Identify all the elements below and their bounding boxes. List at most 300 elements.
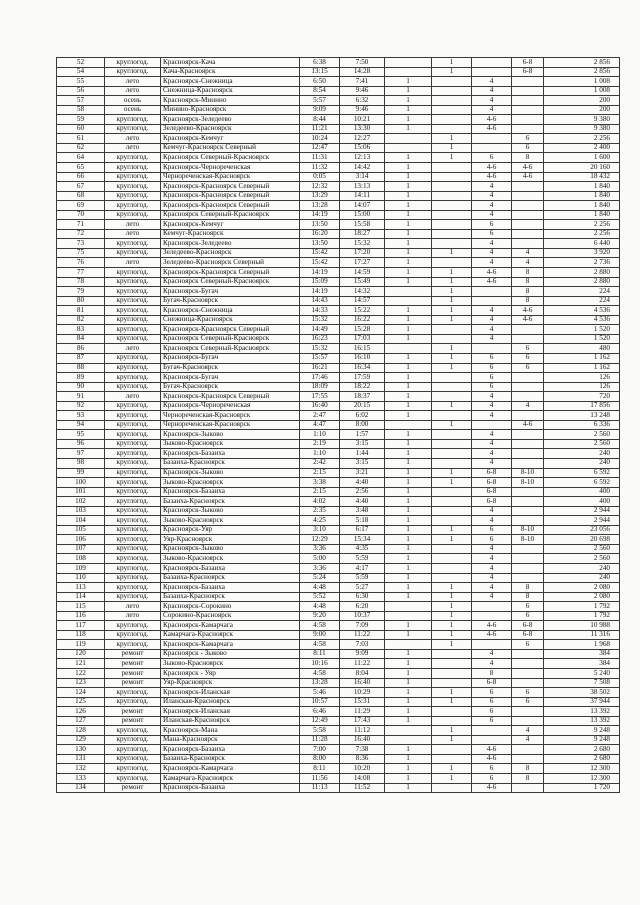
cars-a-cell: 6-8 xyxy=(472,678,512,688)
cars-a-cell: 4 xyxy=(472,191,512,201)
cars-b-cell xyxy=(512,449,544,459)
km-total-cell: 480 xyxy=(544,344,620,354)
route-name-cell: Красноярск-Кемчуг xyxy=(161,220,300,230)
table-row xyxy=(57,573,620,583)
table-row xyxy=(57,363,620,373)
route-name-cell: Уяр-Красноярск xyxy=(161,678,300,688)
departure-time-cell: 16:21 xyxy=(300,363,340,373)
table-row xyxy=(57,583,620,593)
route-name-cell: Красноярск Северный-Красноярск xyxy=(161,210,300,220)
flag-a-cell xyxy=(385,296,432,306)
route-number-cell: 99 xyxy=(57,468,105,478)
arrival-time-cell: 5:59 xyxy=(340,554,385,564)
season-cell: ремонт xyxy=(105,669,161,679)
flag-b-cell: 1 xyxy=(432,287,472,297)
cars-a-cell: 4-6 xyxy=(472,172,512,182)
arrival-time-cell: 15:32 xyxy=(340,239,385,249)
season-cell: ремонт xyxy=(105,678,161,688)
route-name-cell: Красноярск-Красноярск Северный xyxy=(161,201,300,211)
arrival-time-cell: 20:15 xyxy=(340,401,385,411)
table-row xyxy=(57,77,620,87)
table-row xyxy=(57,630,620,640)
arrival-time-cell: 16:34 xyxy=(340,363,385,373)
flag-a-cell: 1 xyxy=(385,468,432,478)
route-number-cell: 61 xyxy=(57,134,105,144)
flag-a-cell: 1 xyxy=(385,745,432,755)
route-number-cell: 69 xyxy=(57,201,105,211)
route-number-cell: 75 xyxy=(57,248,105,258)
route-name-cell: Красноярск-Красноярск Северный xyxy=(161,268,300,278)
route-number-cell: 116 xyxy=(57,611,105,621)
flag-a-cell xyxy=(385,67,432,77)
route-number-cell: 90 xyxy=(57,382,105,392)
flag-a-cell: 1 xyxy=(385,191,432,201)
flag-b-cell xyxy=(432,678,472,688)
table-row xyxy=(57,430,620,440)
km-total-cell: 384 xyxy=(544,649,620,659)
flag-b-cell xyxy=(432,439,472,449)
route-name-cell: Уяр-Красноярск xyxy=(161,535,300,545)
cars-b-cell: 8 xyxy=(512,296,544,306)
flag-b-cell xyxy=(432,411,472,421)
flag-a-cell: 1 xyxy=(385,544,432,554)
cars-b-cell: 6-8 xyxy=(512,58,544,68)
arrival-time-cell: 2:56 xyxy=(340,487,385,497)
cars-a-cell: 4 xyxy=(472,201,512,211)
flag-a-cell xyxy=(385,344,432,354)
arrival-time-cell: 12:27 xyxy=(340,134,385,144)
cars-a-cell: 4 xyxy=(472,649,512,659)
season-cell: круглогод. xyxy=(105,745,161,755)
cars-b-cell xyxy=(512,439,544,449)
season-cell: круглогод. xyxy=(105,306,161,316)
cars-b-cell: 4-6 xyxy=(512,420,544,430)
route-number-cell: 110 xyxy=(57,573,105,583)
route-name-cell: Красноярск-Зыково xyxy=(161,506,300,516)
arrival-time-cell: 15:49 xyxy=(340,277,385,287)
cars-b-cell: 6 xyxy=(512,602,544,612)
arrival-time-cell: 18:37 xyxy=(340,392,385,402)
cars-b-cell: 8 xyxy=(512,268,544,278)
season-cell: круглогод. xyxy=(105,325,161,335)
route-name-cell: Чернореченская-Красноярск xyxy=(161,411,300,421)
table-row xyxy=(57,268,620,278)
flag-a-cell: 1 xyxy=(385,248,432,258)
table-row xyxy=(57,411,620,421)
departure-time-cell: 14:49 xyxy=(300,325,340,335)
flag-b-cell: 1 xyxy=(432,735,472,745)
flag-a-cell: 1 xyxy=(385,401,432,411)
arrival-time-cell: 11:29 xyxy=(340,707,385,717)
table-row xyxy=(57,774,620,784)
route-name-cell: Красноярск-Бугач xyxy=(161,353,300,363)
cars-b-cell xyxy=(512,77,544,87)
km-total-cell: 1 792 xyxy=(544,602,620,612)
table-row xyxy=(57,649,620,659)
cars-b-cell: 8 xyxy=(512,764,544,774)
season-cell: ремонт xyxy=(105,707,161,717)
route-name-cell: Базаиха-Красноярск xyxy=(161,497,300,507)
table-row xyxy=(57,163,620,173)
table-row xyxy=(57,182,620,192)
departure-time-cell: 11:28 xyxy=(300,735,340,745)
departure-time-cell: 13:28 xyxy=(300,201,340,211)
route-name-cell: Красноярск-Красноярск Северный xyxy=(161,191,300,201)
departure-time-cell: 12:47 xyxy=(300,143,340,153)
route-number-cell: 132 xyxy=(57,764,105,774)
arrival-time-cell: 3:14 xyxy=(340,172,385,182)
cars-b-cell: 6 xyxy=(512,611,544,621)
table-row xyxy=(57,611,620,621)
table-row xyxy=(57,115,620,125)
cars-b-cell: 6 xyxy=(512,134,544,144)
route-number-cell: 100 xyxy=(57,478,105,488)
season-cell: круглогод. xyxy=(105,382,161,392)
flag-b-cell xyxy=(432,105,472,115)
route-number-cell: 72 xyxy=(57,229,105,239)
arrival-time-cell: 9:09 xyxy=(340,649,385,659)
route-number-cell: 126 xyxy=(57,707,105,717)
flag-a-cell: 1 xyxy=(385,774,432,784)
season-cell: ремонт xyxy=(105,659,161,669)
departure-time-cell: 2:15 xyxy=(300,487,340,497)
route-number-cell: 113 xyxy=(57,583,105,593)
season-cell: лето xyxy=(105,258,161,268)
flag-b-cell xyxy=(432,497,472,507)
table-row xyxy=(57,86,620,96)
km-total-cell: 11 316 xyxy=(544,630,620,640)
route-number-cell: 56 xyxy=(57,86,105,96)
flag-a-cell: 1 xyxy=(385,306,432,316)
season-cell: круглогод. xyxy=(105,277,161,287)
route-name-cell: Красноярск-Базаиха xyxy=(161,487,300,497)
flag-a-cell xyxy=(385,143,432,153)
flag-b-cell xyxy=(432,96,472,106)
flag-a-cell: 1 xyxy=(385,77,432,87)
km-total-cell: 2 944 xyxy=(544,516,620,526)
route-name-cell: Красноярск Северный-Красноярск xyxy=(161,344,300,354)
departure-time-cell: 1:10 xyxy=(300,430,340,440)
flag-b-cell xyxy=(432,430,472,440)
route-number-cell: 123 xyxy=(57,678,105,688)
route-number-cell: 84 xyxy=(57,334,105,344)
km-total-cell: 126 xyxy=(544,382,620,392)
cars-a-cell: 6 xyxy=(472,525,512,535)
cars-a-cell: 4 xyxy=(472,86,512,96)
flag-b-cell: 1 xyxy=(432,640,472,650)
table-row xyxy=(57,563,620,573)
km-total-cell: 38 502 xyxy=(544,688,620,698)
route-number-cell: 108 xyxy=(57,554,105,564)
cars-b-cell: 4 xyxy=(512,735,544,745)
cars-a-cell: 6-8 xyxy=(472,497,512,507)
route-name-cell: Красноярск-Камарчага xyxy=(161,640,300,650)
flag-a-cell: 1 xyxy=(385,659,432,669)
arrival-time-cell: 3:48 xyxy=(340,506,385,516)
flag-b-cell: 1 xyxy=(432,58,472,68)
cars-a-cell: 6 xyxy=(472,716,512,726)
departure-time-cell: 4:47 xyxy=(300,420,340,430)
table-row xyxy=(57,420,620,430)
arrival-time-cell: 5:18 xyxy=(340,516,385,526)
route-name-cell: Зыково-Красноярск xyxy=(161,516,300,526)
arrival-time-cell: 14:57 xyxy=(340,296,385,306)
km-total-cell: 9 380 xyxy=(544,124,620,134)
route-number-cell: 128 xyxy=(57,726,105,736)
route-name-cell: Иланская-Красноярск xyxy=(161,697,300,707)
cars-b-cell xyxy=(512,239,544,249)
flag-b-cell xyxy=(432,182,472,192)
route-name-cell: Красноярск-Базаиха xyxy=(161,583,300,593)
departure-time-cell: 8:00 xyxy=(300,754,340,764)
flag-a-cell: 1 xyxy=(385,497,432,507)
route-number-cell: 83 xyxy=(57,325,105,335)
departure-time-cell: 15:57 xyxy=(300,353,340,363)
cars-b-cell xyxy=(512,201,544,211)
season-cell: круглогод. xyxy=(105,554,161,564)
cars-a-cell: 4 xyxy=(472,659,512,669)
season-cell: лето xyxy=(105,86,161,96)
arrival-time-cell: 14:07 xyxy=(340,201,385,211)
table-row xyxy=(57,678,620,688)
route-number-cell: 97 xyxy=(57,449,105,459)
arrival-time-cell: 11:22 xyxy=(340,659,385,669)
table-row xyxy=(57,239,620,249)
arrival-time-cell: 16:40 xyxy=(340,678,385,688)
cars-a-cell: 4-6 xyxy=(472,124,512,134)
cars-b-cell xyxy=(512,516,544,526)
departure-time-cell: 11:13 xyxy=(300,783,340,793)
arrival-time-cell: 15:31 xyxy=(340,697,385,707)
km-total-cell: 9 380 xyxy=(544,115,620,125)
cars-b-cell xyxy=(512,783,544,793)
table-row xyxy=(57,688,620,698)
cars-a-cell xyxy=(472,143,512,153)
departure-time-cell: 15:42 xyxy=(300,258,340,268)
cars-a-cell: 4 xyxy=(472,544,512,554)
route-name-cell: Красноярск-Красноярск Северный xyxy=(161,182,300,192)
route-number-cell: 66 xyxy=(57,172,105,182)
departure-time-cell: 18:09 xyxy=(300,382,340,392)
flag-b-cell xyxy=(432,77,472,87)
route-number-cell: 104 xyxy=(57,516,105,526)
flag-a-cell: 1 xyxy=(385,516,432,526)
departure-time-cell: 12:49 xyxy=(300,716,340,726)
route-name-cell: Красноярск-Мана xyxy=(161,726,300,736)
route-number-cell: 103 xyxy=(57,506,105,516)
arrival-time-cell: 16:40 xyxy=(340,735,385,745)
cars-a-cell: 4-6 xyxy=(472,268,512,278)
km-total-cell: 4 536 xyxy=(544,315,620,325)
cars-b-cell: 6-8 xyxy=(512,621,544,631)
departure-time-cell: 2:19 xyxy=(300,439,340,449)
km-total-cell: 1 520 xyxy=(544,334,620,344)
flag-b-cell: 1 xyxy=(432,315,472,325)
departure-time-cell: 5:58 xyxy=(300,726,340,736)
departure-time-cell: 14:33 xyxy=(300,306,340,316)
table-row xyxy=(57,248,620,258)
km-total-cell: 2 400 xyxy=(544,143,620,153)
arrival-time-cell: 7:03 xyxy=(340,640,385,650)
arrival-time-cell: 17:27 xyxy=(340,258,385,268)
table-row xyxy=(57,229,620,239)
departure-time-cell: 6:46 xyxy=(300,707,340,717)
km-total-cell: 200 xyxy=(544,96,620,106)
route-name-cell: Красноярск-Зеледеево xyxy=(161,115,300,125)
departure-time-cell: 4:58 xyxy=(300,621,340,631)
departure-time-cell: 17:55 xyxy=(300,392,340,402)
season-cell: круглогод. xyxy=(105,458,161,468)
flag-a-cell xyxy=(385,58,432,68)
table-row xyxy=(57,287,620,297)
cars-b-cell: 8-10 xyxy=(512,468,544,478)
cars-b-cell xyxy=(512,659,544,669)
flag-b-cell xyxy=(432,554,472,564)
flag-b-cell: 1 xyxy=(432,344,472,354)
route-name-cell: Красноярск-Камарчага xyxy=(161,621,300,631)
departure-time-cell: 16:20 xyxy=(300,229,340,239)
km-total-cell: 37 944 xyxy=(544,697,620,707)
arrival-time-cell: 17:59 xyxy=(340,373,385,383)
season-cell: лето xyxy=(105,611,161,621)
departure-time-cell: 2:42 xyxy=(300,458,340,468)
route-name-cell: Кемчуг-Красноярск Северный xyxy=(161,143,300,153)
departure-time-cell: 5:46 xyxy=(300,688,340,698)
table-row xyxy=(57,210,620,220)
departure-time-cell: 11:21 xyxy=(300,124,340,134)
arrival-time-cell: 9:46 xyxy=(340,105,385,115)
table-row xyxy=(57,258,620,268)
departure-time-cell: 10:24 xyxy=(300,134,340,144)
flag-a-cell: 1 xyxy=(385,105,432,115)
flag-b-cell xyxy=(432,783,472,793)
km-total-cell: 18 432 xyxy=(544,172,620,182)
route-number-cell: 86 xyxy=(57,344,105,354)
departure-time-cell: 2:15 xyxy=(300,468,340,478)
departure-time-cell: 14:19 xyxy=(300,210,340,220)
cars-a-cell: 4-6 xyxy=(472,163,512,173)
route-name-cell: Сорокино-Красноярск xyxy=(161,611,300,621)
season-cell: круглогод. xyxy=(105,124,161,134)
departure-time-cell: 13:15 xyxy=(300,67,340,77)
season-cell: круглогод. xyxy=(105,58,161,68)
route-name-cell: Красноярск-Красноярск Северный xyxy=(161,325,300,335)
route-name-cell: Красноярск-Иланская xyxy=(161,688,300,698)
km-total-cell: 2 680 xyxy=(544,754,620,764)
route-number-cell: 117 xyxy=(57,621,105,631)
table-row xyxy=(57,621,620,631)
cars-b-cell xyxy=(512,754,544,764)
flag-b-cell xyxy=(432,754,472,764)
route-name-cell: Красноярск-Базаиха xyxy=(161,449,300,459)
cars-b-cell: 6 xyxy=(512,688,544,698)
cars-b-cell xyxy=(512,716,544,726)
route-number-cell: 80 xyxy=(57,296,105,306)
season-cell: круглогод. xyxy=(105,592,161,602)
route-number-cell: 120 xyxy=(57,649,105,659)
route-name-cell: Красноярск-Зыково xyxy=(161,468,300,478)
departure-time-cell: 13:29 xyxy=(300,191,340,201)
flag-a-cell: 1 xyxy=(385,535,432,545)
departure-time-cell: 0:05 xyxy=(300,172,340,182)
route-name-cell: Красноярск-Красноярск Северный xyxy=(161,392,300,402)
arrival-time-cell: 11:52 xyxy=(340,783,385,793)
flag-b-cell: 1 xyxy=(432,535,472,545)
km-total-cell: 2 256 xyxy=(544,220,620,230)
km-total-cell: 23 056 xyxy=(544,525,620,535)
cars-b-cell xyxy=(512,506,544,516)
table-row xyxy=(57,296,620,306)
route-name-cell: Красноярск-Бугач xyxy=(161,373,300,383)
table-row xyxy=(57,516,620,526)
departure-time-cell: 2:47 xyxy=(300,411,340,421)
season-cell: круглогод. xyxy=(105,172,161,182)
arrival-time-cell: 9:46 xyxy=(340,86,385,96)
route-name-cell: Зыково-Красноярск xyxy=(161,554,300,564)
cars-a-cell: 4 xyxy=(472,516,512,526)
cars-a-cell: 4 xyxy=(472,182,512,192)
flag-a-cell: 1 xyxy=(385,382,432,392)
table-row xyxy=(57,487,620,497)
flag-a-cell: 1 xyxy=(385,258,432,268)
departure-time-cell: 10:57 xyxy=(300,697,340,707)
flag-b-cell xyxy=(432,669,472,679)
km-total-cell: 2 080 xyxy=(544,583,620,593)
flag-b-cell: 1 xyxy=(432,306,472,316)
km-total-cell: 7 508 xyxy=(544,678,620,688)
route-name-cell: Красноярск-Кемчуг xyxy=(161,134,300,144)
km-total-cell: 200 xyxy=(544,105,620,115)
flag-b-cell xyxy=(432,745,472,755)
flag-b-cell: 1 xyxy=(432,774,472,784)
flag-a-cell: 1 xyxy=(385,392,432,402)
departure-time-cell: 1:10 xyxy=(300,449,340,459)
flag-b-cell xyxy=(432,220,472,230)
route-name-cell: Камарчага-Красноярск xyxy=(161,630,300,640)
flag-a-cell: 1 xyxy=(385,573,432,583)
km-total-cell: 17 856 xyxy=(544,401,620,411)
cars-b-cell: 8-10 xyxy=(512,525,544,535)
season-cell: круглогод. xyxy=(105,239,161,249)
km-total-cell: 240 xyxy=(544,458,620,468)
flag-a-cell: 1 xyxy=(385,124,432,134)
cars-b-cell xyxy=(512,411,544,421)
route-number-cell: 95 xyxy=(57,430,105,440)
departure-time-cell: 6:50 xyxy=(300,77,340,87)
cars-a-cell: 6 xyxy=(472,220,512,230)
flag-b-cell: 1 xyxy=(432,688,472,698)
route-name-cell: Красноярск-Снежница xyxy=(161,77,300,87)
route-name-cell: Зыково-Красноярск xyxy=(161,659,300,669)
flag-a-cell: 1 xyxy=(385,220,432,230)
cars-b-cell: 8 xyxy=(512,277,544,287)
km-total-cell: 1 162 xyxy=(544,363,620,373)
flag-a-cell: 1 xyxy=(385,621,432,631)
route-name-cell: Снежница-Красноярск xyxy=(161,315,300,325)
departure-time-cell: 4:02 xyxy=(300,497,340,507)
route-name-cell: Красноярск-Зыково xyxy=(161,430,300,440)
km-total-cell: 13 248 xyxy=(544,411,620,421)
route-number-cell: 107 xyxy=(57,544,105,554)
table-row xyxy=(57,201,620,211)
cars-b-cell xyxy=(512,229,544,239)
route-name-cell: Зеледеево-Красноярск Северный xyxy=(161,258,300,268)
flag-b-cell: 1 xyxy=(432,420,472,430)
cars-b-cell xyxy=(512,86,544,96)
departure-time-cell: 4:58 xyxy=(300,669,340,679)
km-total-cell: 240 xyxy=(544,563,620,573)
flag-a-cell: 1 xyxy=(385,163,432,173)
